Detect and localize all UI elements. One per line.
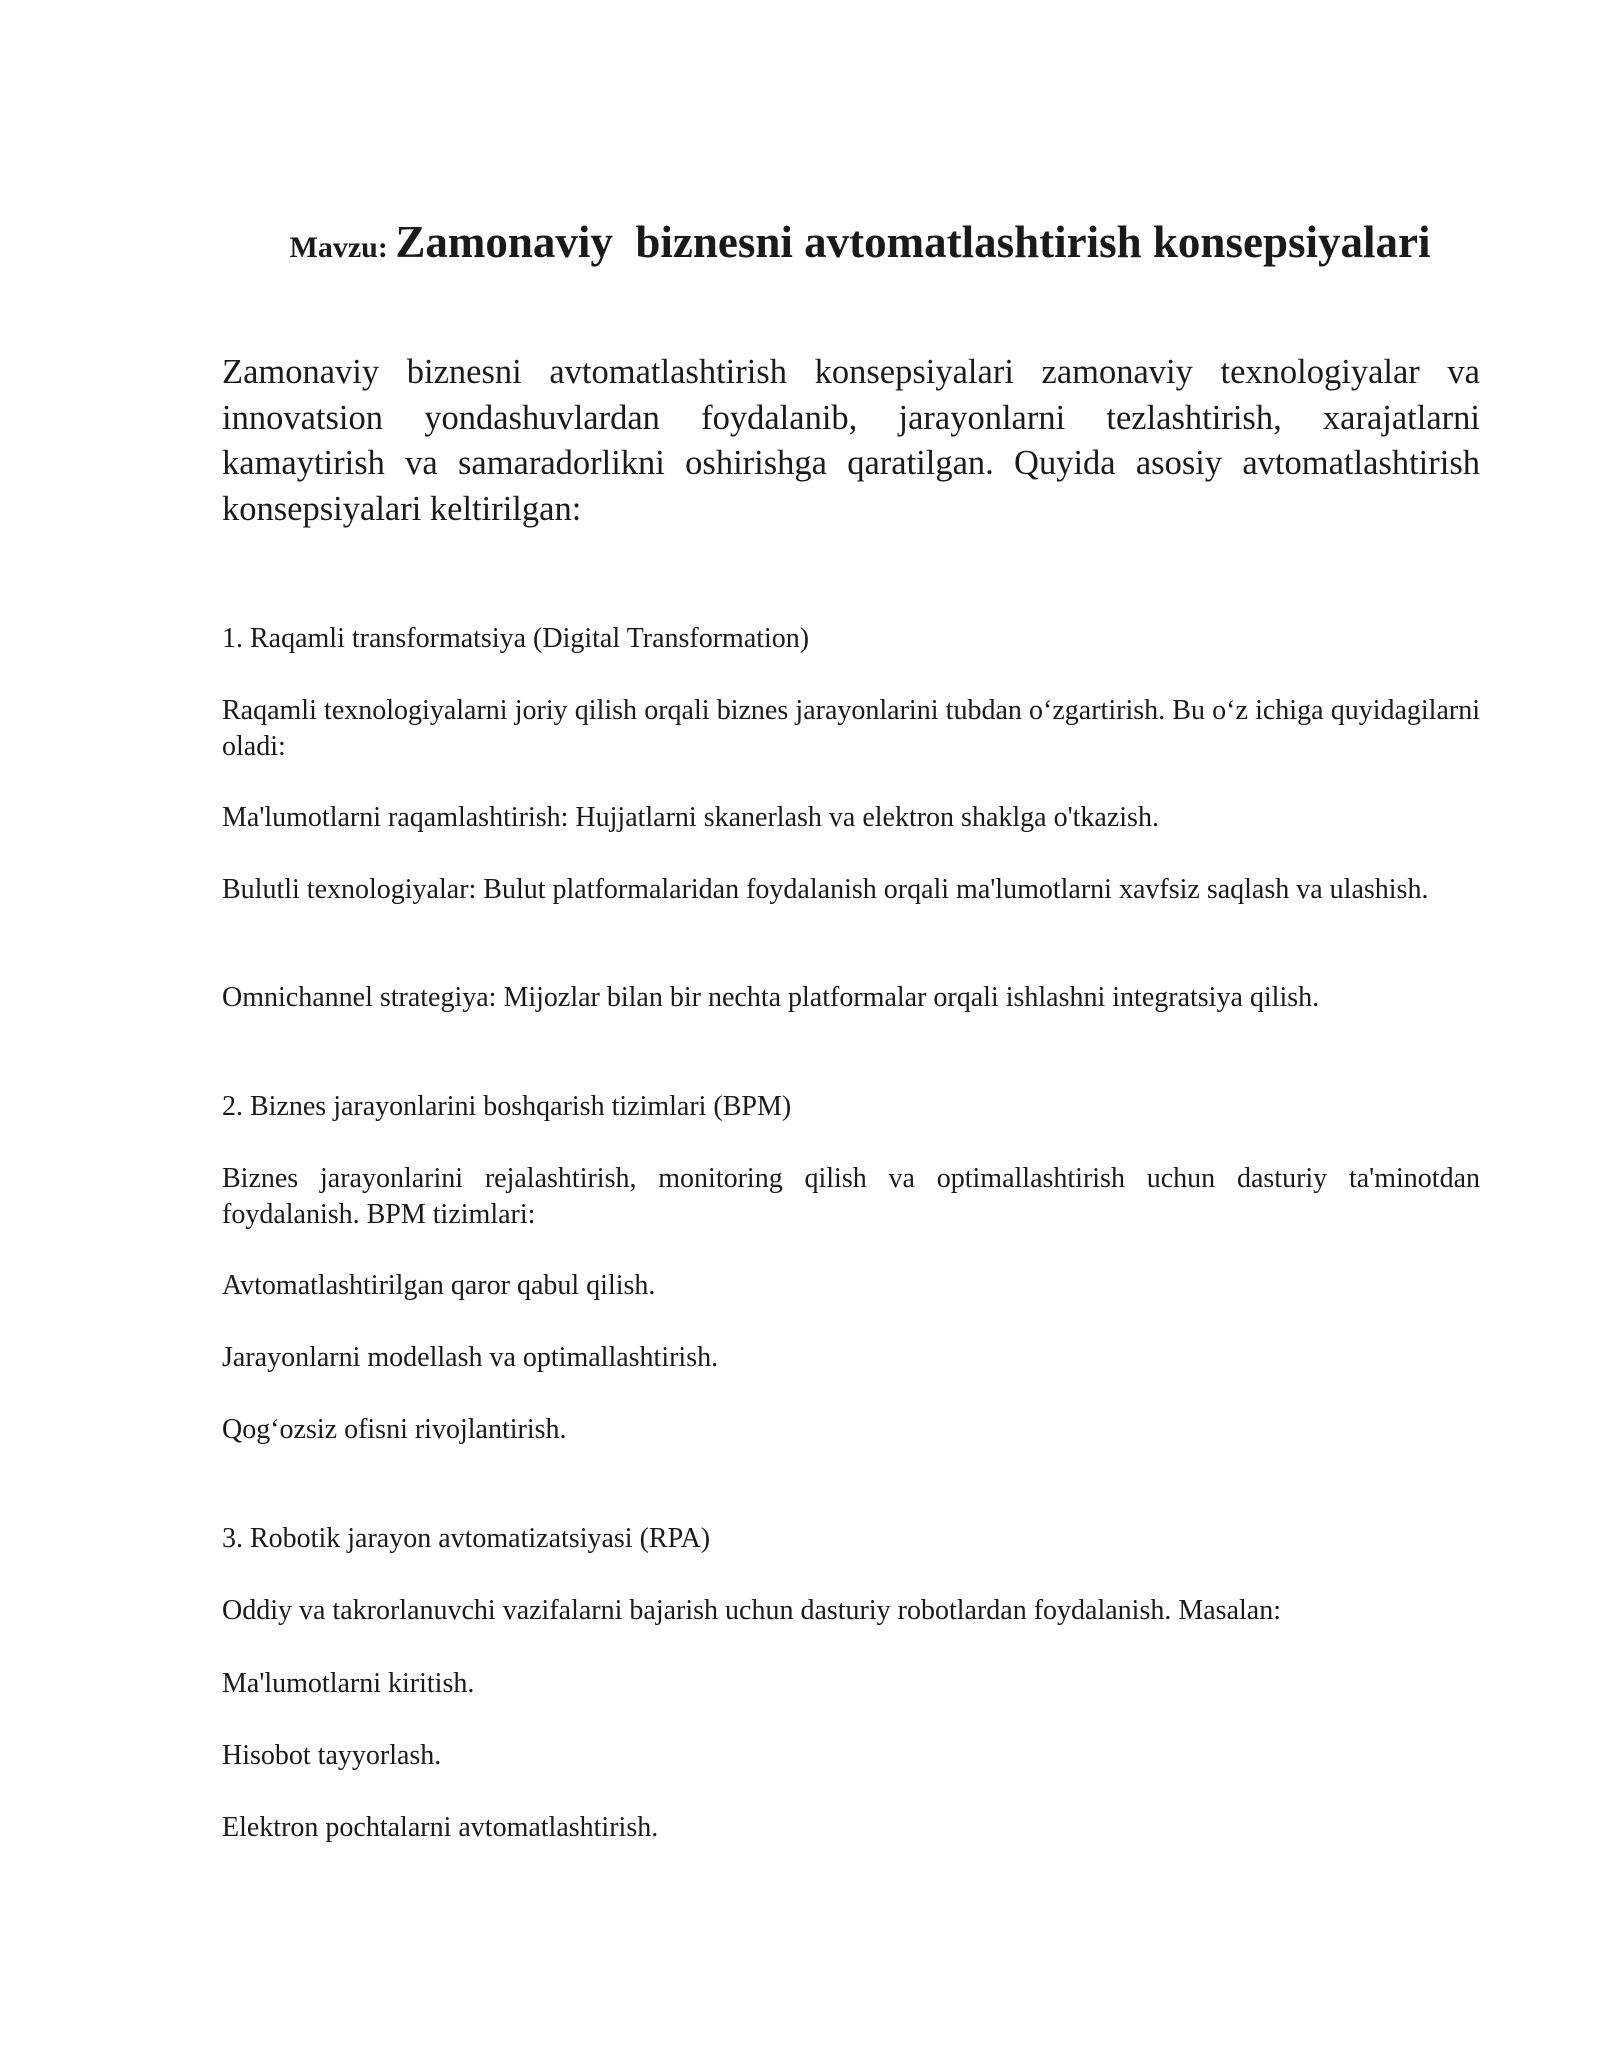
list-item: Ma'lumotlarni raqamlashtirish: Hujjatlarni skanerlash va elektron shaklga o'tkazish. [222,802,1159,833]
list-item: Hisobot tayyorlash. [222,1740,442,1771]
list-item: Ma'lumotlarni kiritish. [222,1668,475,1699]
document-title [0,212,1600,283]
title-prefix: Mavzu: [289,231,396,264]
section-heading: 2. Biznes jarayonlarini boshqarish tizimlari (BPM) [222,1091,792,1122]
title-main: Zamonaviy biznesni avtomatlashtirish konsepsiyalari [395,217,1431,267]
section-description: Biznes jarayonlarini rejalashtirish, monitoring qilish va optimallashtirish uchun dasturiy ta'minotdan foydalanish. BPM tizimlari: [222,1163,1480,1230]
list-item: Bulutli texnologiyalar: Bulut platformalaridan foydalanish orqali ma'lumotlarni xavfsiz saqlash va ulashish. [222,874,1429,905]
list-item: Jarayonlarni modellash va optimallashtirish. [222,1342,719,1373]
list-item: Qog‘ozsiz ofisni rivojlantirish. [222,1414,567,1445]
section-heading: 3. Robotik jarayon avtomatizatsiyasi (RPA) [222,1523,711,1554]
intro-paragraph: Zamonaviy biznesni avtomatlashtirish konsepsiyalari zamonaviy texnologiyalar va innovatsion yondashuvlardan foydalanib, jarayonlarni tezlashtirish, xarajatlarni kamaytirish va samaradorlikni oshirishga qaratilgan. Quyida asosiy avtomatlashtirish konsepsiyalari keltirilgan: [222,353,1480,528]
section-description: Oddiy va takrorlanuvchi vazifalarni bajarish uchun dasturiy robotlardan foydalanish. Masalan: [222,1595,1281,1626]
section-description: Raqamli texnologiyalarni joriy qilish orqali biznes jarayonlarini tubdan o‘zgartirish. Bu o‘z ichiga quyidagilarni oladi: [222,695,1480,762]
list-item: Avtomatlashtirilgan qaror qabul qilish. [222,1270,656,1301]
section-heading: 1. Raqamli transformatsiya (Digital Transformation) [222,623,810,654]
list-item: Omnichannel strategiya: Mijozlar bilan bir nechta platformalar orqali ishlashni integratsiya qilish. [222,982,1320,1013]
list-item: Elektron pochtalarni avtomatlashtirish. [222,1812,659,1843]
